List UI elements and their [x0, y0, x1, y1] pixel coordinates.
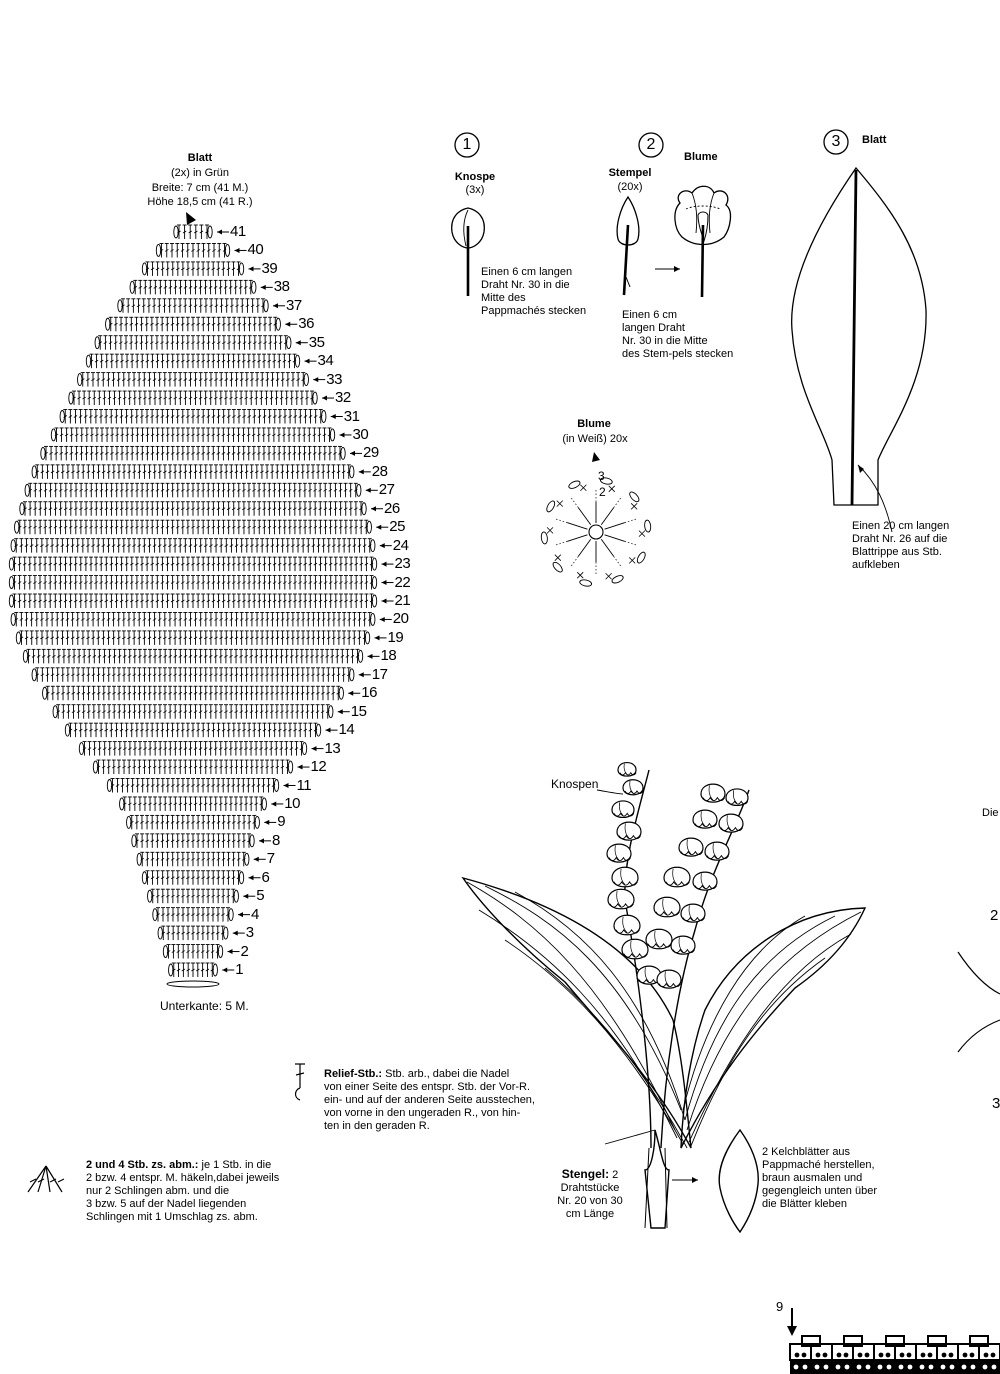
border-dot-d-3 [845, 1365, 850, 1370]
leaf-row-number-10: 10 [284, 794, 300, 812]
step-1-number: 1 [462, 136, 472, 153]
leaf-row-4 [153, 908, 250, 922]
border-dot-a-7 [921, 1353, 926, 1358]
border-dot-b-5 [886, 1353, 891, 1358]
border-dot-d-6 [908, 1365, 913, 1370]
leaf-row-22 [9, 576, 393, 590]
leaf-row-5 [148, 889, 256, 903]
leaf-row-number-1: 1 [235, 961, 244, 978]
leaf-row-number-13: 13 [324, 739, 341, 757]
decrease-stitch-legend [86, 1146, 306, 1224]
leaf-row-number-5: 5 [256, 887, 265, 905]
stengel-note [540, 1155, 640, 1221]
leaf-row-number-36: 36 [298, 315, 314, 333]
leaf-row-number-3: 3 [245, 924, 254, 942]
border-dot-c-1 [794, 1365, 799, 1370]
flower-spoke-7 [578, 539, 590, 556]
leaf-row-number-24: 24 [392, 536, 409, 554]
flower-bell-19 [654, 897, 680, 917]
flower-bell-1 [618, 763, 636, 777]
border-dot-a-2 [816, 1353, 821, 1358]
leaf-row-27 [25, 483, 378, 497]
leaf-chart-height: Höhe 18,5 cm (41 R.) [147, 196, 253, 208]
flower-spoke-9 [567, 523, 587, 529]
border-dot-c-6 [899, 1365, 904, 1370]
leaf-row-number-35: 35 [308, 333, 325, 351]
leaf-row-11 [107, 779, 295, 793]
leaf-row-number-17: 17 [371, 665, 388, 683]
border-dot-d-7 [929, 1365, 934, 1370]
leaf-row-number-34: 34 [317, 352, 334, 370]
border-dot-c-8 [941, 1365, 946, 1370]
flower-bell-23 [657, 970, 681, 988]
step-2-count: (20x) [617, 181, 643, 193]
border-dot-c-7 [920, 1365, 925, 1370]
flower-bell-15 [679, 838, 703, 856]
leaf-row-32 [69, 391, 334, 405]
border-dot-a-3 [837, 1353, 842, 1358]
leaf-row-36 [106, 317, 298, 331]
flower-petal-loop-4 [636, 551, 647, 564]
leaf-row-number-19: 19 [387, 628, 404, 646]
stengel-title: Stengel: [561, 1167, 610, 1181]
leaf-row-19 [16, 631, 386, 645]
flower-bell-22 [671, 936, 695, 954]
flower-bell-2 [623, 780, 643, 795]
leaf-row-16 [43, 686, 361, 700]
leaf-row-number-23: 23 [394, 555, 411, 573]
flower-stitch-mark-4 [629, 557, 635, 563]
leaf-row-number-31: 31 [343, 407, 360, 425]
decrease-stitch-symbol [24, 1160, 74, 1200]
border-dot-c-3 [836, 1365, 841, 1370]
leaf-row-number-29: 29 [363, 444, 379, 462]
border-dot-a-6 [900, 1353, 905, 1358]
leaf-row-number-28: 28 [371, 462, 388, 480]
border-dot-d-5 [887, 1365, 892, 1370]
flower-petal-loop-9 [545, 500, 556, 513]
flower-row-3-label: 3 [598, 469, 605, 483]
flower-chain-3 [625, 519, 636, 523]
flower-chain-9 [556, 519, 567, 523]
flower-spoke-3 [605, 523, 625, 529]
leaf-row-37 [118, 299, 285, 313]
flower-spoke-4 [605, 535, 625, 541]
leaf-row-number-6: 6 [261, 868, 270, 886]
border-start-arrowhead [787, 1326, 797, 1336]
flower-stitch-mark-3 [639, 531, 645, 537]
leaf-row-number-12: 12 [310, 758, 327, 776]
leaf-row-17 [32, 668, 371, 682]
edge-text-die: Die [982, 807, 999, 819]
leaf-row-15 [53, 705, 350, 719]
leaf-row-30 [51, 428, 351, 442]
edge-text-two: 2 [990, 907, 999, 924]
leaf-row-35 [95, 336, 308, 350]
leaf-row-number-18: 18 [380, 647, 397, 665]
flower-stitch-diagram [516, 452, 676, 612]
step-2-title: Stempel [608, 167, 652, 179]
flower-bell-13 [693, 810, 717, 828]
border-dot-a-5 [879, 1353, 884, 1358]
flower-bell-11 [701, 784, 725, 802]
flower-petal-loop-8 [541, 532, 548, 545]
flower-bell-17 [664, 867, 690, 887]
leaf-row-number-22: 22 [394, 573, 411, 591]
leaf-row-number-15: 15 [350, 702, 367, 720]
flower-chart-subtitle: (in Weiß) 20x [562, 433, 628, 445]
leaf-row-2 [163, 945, 239, 959]
edge-border-chart [780, 1304, 1000, 1374]
leaf-bottom-label: Unterkante: 5 M. [160, 999, 249, 1013]
leaf-row-number-38: 38 [273, 278, 290, 296]
leaf-row-number-32: 32 [335, 389, 351, 407]
leaf-row-41 [174, 225, 229, 239]
flower-petal-loop-5 [611, 574, 624, 584]
flower-bell-7 [608, 889, 634, 909]
leaf-row-number-14: 14 [338, 721, 355, 739]
leaf-row-25 [15, 520, 389, 534]
kelch-note: 2 Kelchblätter aus Pappmaché herstellen, braun ausmalen und gegengleich unten über die Blätter kleben [762, 1146, 877, 1210]
leaf-row-28 [32, 465, 371, 479]
leaf-row-8 [132, 834, 271, 848]
decrease-stitch-title: 2 und 4 Stb. zs. abm.: [86, 1159, 199, 1171]
decrease-stitch-text: je 1 Stb. in die 2 bzw. 4 entspr. M. häkeln,dabei jeweils nur 2 Schlingen abm. und die 3 bzw. 5 auf der Nadel liegenden Schlingen mit 1 Umschlag zs. abm. [86, 1159, 280, 1223]
flower-chain-2 [614, 498, 621, 508]
flower-petal-loop-6 [579, 579, 592, 587]
leaf-row-31 [60, 410, 343, 424]
leaf-row-number-41: 41 [230, 223, 246, 240]
flower-chain-10 [571, 498, 578, 508]
flower-chain-8 [556, 541, 567, 545]
flower-chain-7 [571, 556, 578, 566]
flower-row-2-label: 2 [599, 485, 606, 499]
flower-bell-16 [705, 842, 729, 860]
border-dot-a-1 [795, 1353, 800, 1358]
flower-stitch-mark-8 [547, 527, 553, 533]
leaf-row-number-20: 20 [392, 610, 409, 628]
leaf-row-number-21: 21 [394, 592, 411, 609]
border-dot-b-8 [949, 1353, 954, 1358]
pistil-and-flower-drawing [600, 185, 740, 295]
leaf-row-number-8: 8 [272, 831, 280, 849]
flower-petal-loop-2 [628, 490, 641, 503]
border-dot-a-4 [858, 1353, 863, 1358]
flower-bell-18 [693, 872, 717, 890]
leaf-chart-title: Blatt [187, 152, 213, 164]
border-dot-b-6 [907, 1353, 912, 1358]
leaf-row-number-37: 37 [286, 296, 302, 314]
leaf-chart-width: Breite: 7 cm (41 M.) [151, 182, 249, 194]
border-dot-d-1 [803, 1365, 808, 1370]
leaf-chart-colour: (2x) in Grün [170, 167, 230, 179]
border-dot-c-9 [962, 1365, 967, 1370]
step-1-title: Knospe [454, 171, 496, 183]
leaf-row-23 [9, 557, 393, 571]
leaf-row-number-4: 4 [251, 905, 259, 923]
flower-bell-6 [612, 867, 638, 887]
flower-stitch-mark-5 [606, 573, 612, 579]
flower-stitch-mark-1 [609, 486, 615, 492]
border-dot-d-4 [866, 1365, 871, 1370]
border-base-band [790, 1360, 1000, 1374]
leaf-row-number-16: 16 [361, 684, 377, 702]
flower-chart-title: Blume [577, 418, 611, 430]
leaf-row-26 [20, 502, 383, 516]
flower-petal-loop-10 [568, 479, 581, 489]
border-dot-c-4 [857, 1365, 862, 1370]
leaf-row-10 [120, 797, 284, 811]
leaf-row-number-11: 11 [296, 776, 312, 794]
flower-spoke-10 [578, 508, 590, 525]
leaf-foundation-chain [167, 981, 219, 987]
stengel-text: 2 Drahtstücke Nr. 20 von 30 cm Länge [557, 1169, 623, 1220]
step-1-note: Einen 6 cm langen Draht Nr. 30 in die Mitte des Pappmachés stecken [481, 266, 587, 317]
relief-stitch-legend [324, 1055, 544, 1133]
leaf-row-number-40: 40 [247, 241, 264, 259]
flower-bell-21 [646, 929, 672, 949]
leaf-row-6 [142, 871, 260, 885]
flower-bell-12 [726, 789, 748, 806]
border-dot-c-5 [878, 1365, 883, 1370]
step-2-flower-title: Blume [684, 151, 718, 163]
border-dot-d-8 [950, 1365, 955, 1370]
flower-bell-20 [681, 904, 705, 922]
leaf-row-12 [93, 760, 309, 774]
flower-bell-14 [719, 814, 743, 832]
leaf-row-9 [127, 815, 277, 829]
border-dot-b-2 [823, 1353, 828, 1358]
leaf-row-18 [23, 649, 379, 663]
leaf-row-number-27: 27 [378, 481, 395, 499]
flower-spoke-8 [567, 535, 587, 541]
leaf-row-7 [137, 852, 266, 866]
leaf-row-number-9: 9 [277, 813, 286, 831]
flower-stitch-mark-7 [555, 555, 561, 561]
border-dot-b-4 [865, 1353, 870, 1358]
leaf-row-number-39: 39 [261, 259, 278, 277]
flower-stitch-mark-10 [580, 485, 586, 491]
border-dot-a-10 [984, 1353, 989, 1358]
flower-bell-9 [622, 939, 648, 959]
leaf-row-13 [79, 742, 323, 756]
leaf-start-marker [186, 212, 196, 225]
flower-petal-loop-7 [551, 561, 564, 574]
flower-chain-4 [625, 541, 636, 545]
flower-start-marker [592, 452, 600, 462]
leaf-row-21 [9, 594, 393, 608]
border-dot-b-7 [928, 1353, 933, 1358]
flower-bell-3 [612, 801, 634, 818]
knospen-label: Knospen [551, 777, 599, 791]
step-1-count: (3x) [465, 184, 485, 196]
flower-stitch-mark-6 [577, 572, 583, 578]
relief-stitch-title: Relief-Stb.: [324, 1068, 383, 1080]
border-dot-b-10 [991, 1353, 996, 1358]
flower-petal-loop-3 [644, 520, 651, 533]
flower-center-ring [589, 525, 603, 539]
flower-bell-5 [607, 844, 631, 862]
border-dot-c-10 [983, 1365, 988, 1370]
leaf-row-3 [158, 926, 245, 940]
leaf-row-33 [78, 373, 326, 387]
border-dot-c-2 [815, 1365, 820, 1370]
border-dot-b-3 [844, 1353, 849, 1358]
flower-spoke-5 [601, 539, 613, 556]
leaf-row-29 [41, 446, 362, 460]
relief-stitch-symbol [290, 1058, 310, 1104]
step-3-title: Blatt [862, 134, 887, 146]
relief-stitch-text: Stb. arb., dabei die Nadel von einer Seite des entspr. Stb. der Vor-R. ein- und auf der anderen Seite ausstechen, von vorne in den ungeraden R., von hin- ten in den geraden R. [324, 1068, 535, 1132]
flower-stitch-mark-2 [631, 503, 637, 509]
leaf-row-number-7: 7 [266, 850, 275, 868]
leaf-row-number-2: 2 [240, 942, 249, 960]
leaf-row-20 [11, 612, 392, 626]
border-dot-d-2 [824, 1365, 829, 1370]
leaf-row-40 [156, 243, 246, 257]
edge-arc-drawing [760, 940, 1000, 1060]
edge-text-three: 3 [992, 1095, 1000, 1112]
flower-chain-5 [614, 556, 621, 566]
border-dot-d-10 [992, 1365, 997, 1370]
leaf-row-39 [142, 262, 260, 276]
step-3-note: Einen 20 cm langen Draht Nr. 26 auf die Blattrippe aus Stb. aufkleben [852, 520, 950, 571]
flower-spoke-2 [601, 508, 613, 525]
border-dot-d-9 [971, 1365, 976, 1370]
edge-text-nine: 9 [776, 1299, 784, 1314]
leaf-row-number-25: 25 [389, 518, 405, 536]
leaf-row-1 [169, 963, 235, 977]
leaf-row-34 [86, 354, 316, 368]
leaf-row-number-30: 30 [352, 425, 369, 443]
leaf-row-14 [65, 723, 337, 737]
flower-bell-4 [617, 822, 641, 840]
border-dot-a-8 [942, 1353, 947, 1358]
leaf-row-number-26: 26 [384, 499, 400, 517]
leaf-row-number-33: 33 [326, 370, 342, 388]
leaf-shape-drawing [780, 160, 950, 520]
flower-bell-8 [614, 915, 640, 935]
leaf-row-24 [11, 539, 392, 553]
border-dot-b-9 [970, 1353, 975, 1358]
border-dot-a-9 [963, 1353, 968, 1358]
border-dot-b-1 [802, 1353, 807, 1358]
step-3-number: 3 [831, 133, 841, 150]
step-2-number: 2 [646, 136, 656, 153]
step-2-note: Einen 6 cm langen Draht Nr. 30 in die Mitte des Stem-pels stecken [622, 309, 734, 360]
flower-stitch-mark-9 [557, 501, 563, 507]
leaf-row-38 [130, 280, 273, 294]
